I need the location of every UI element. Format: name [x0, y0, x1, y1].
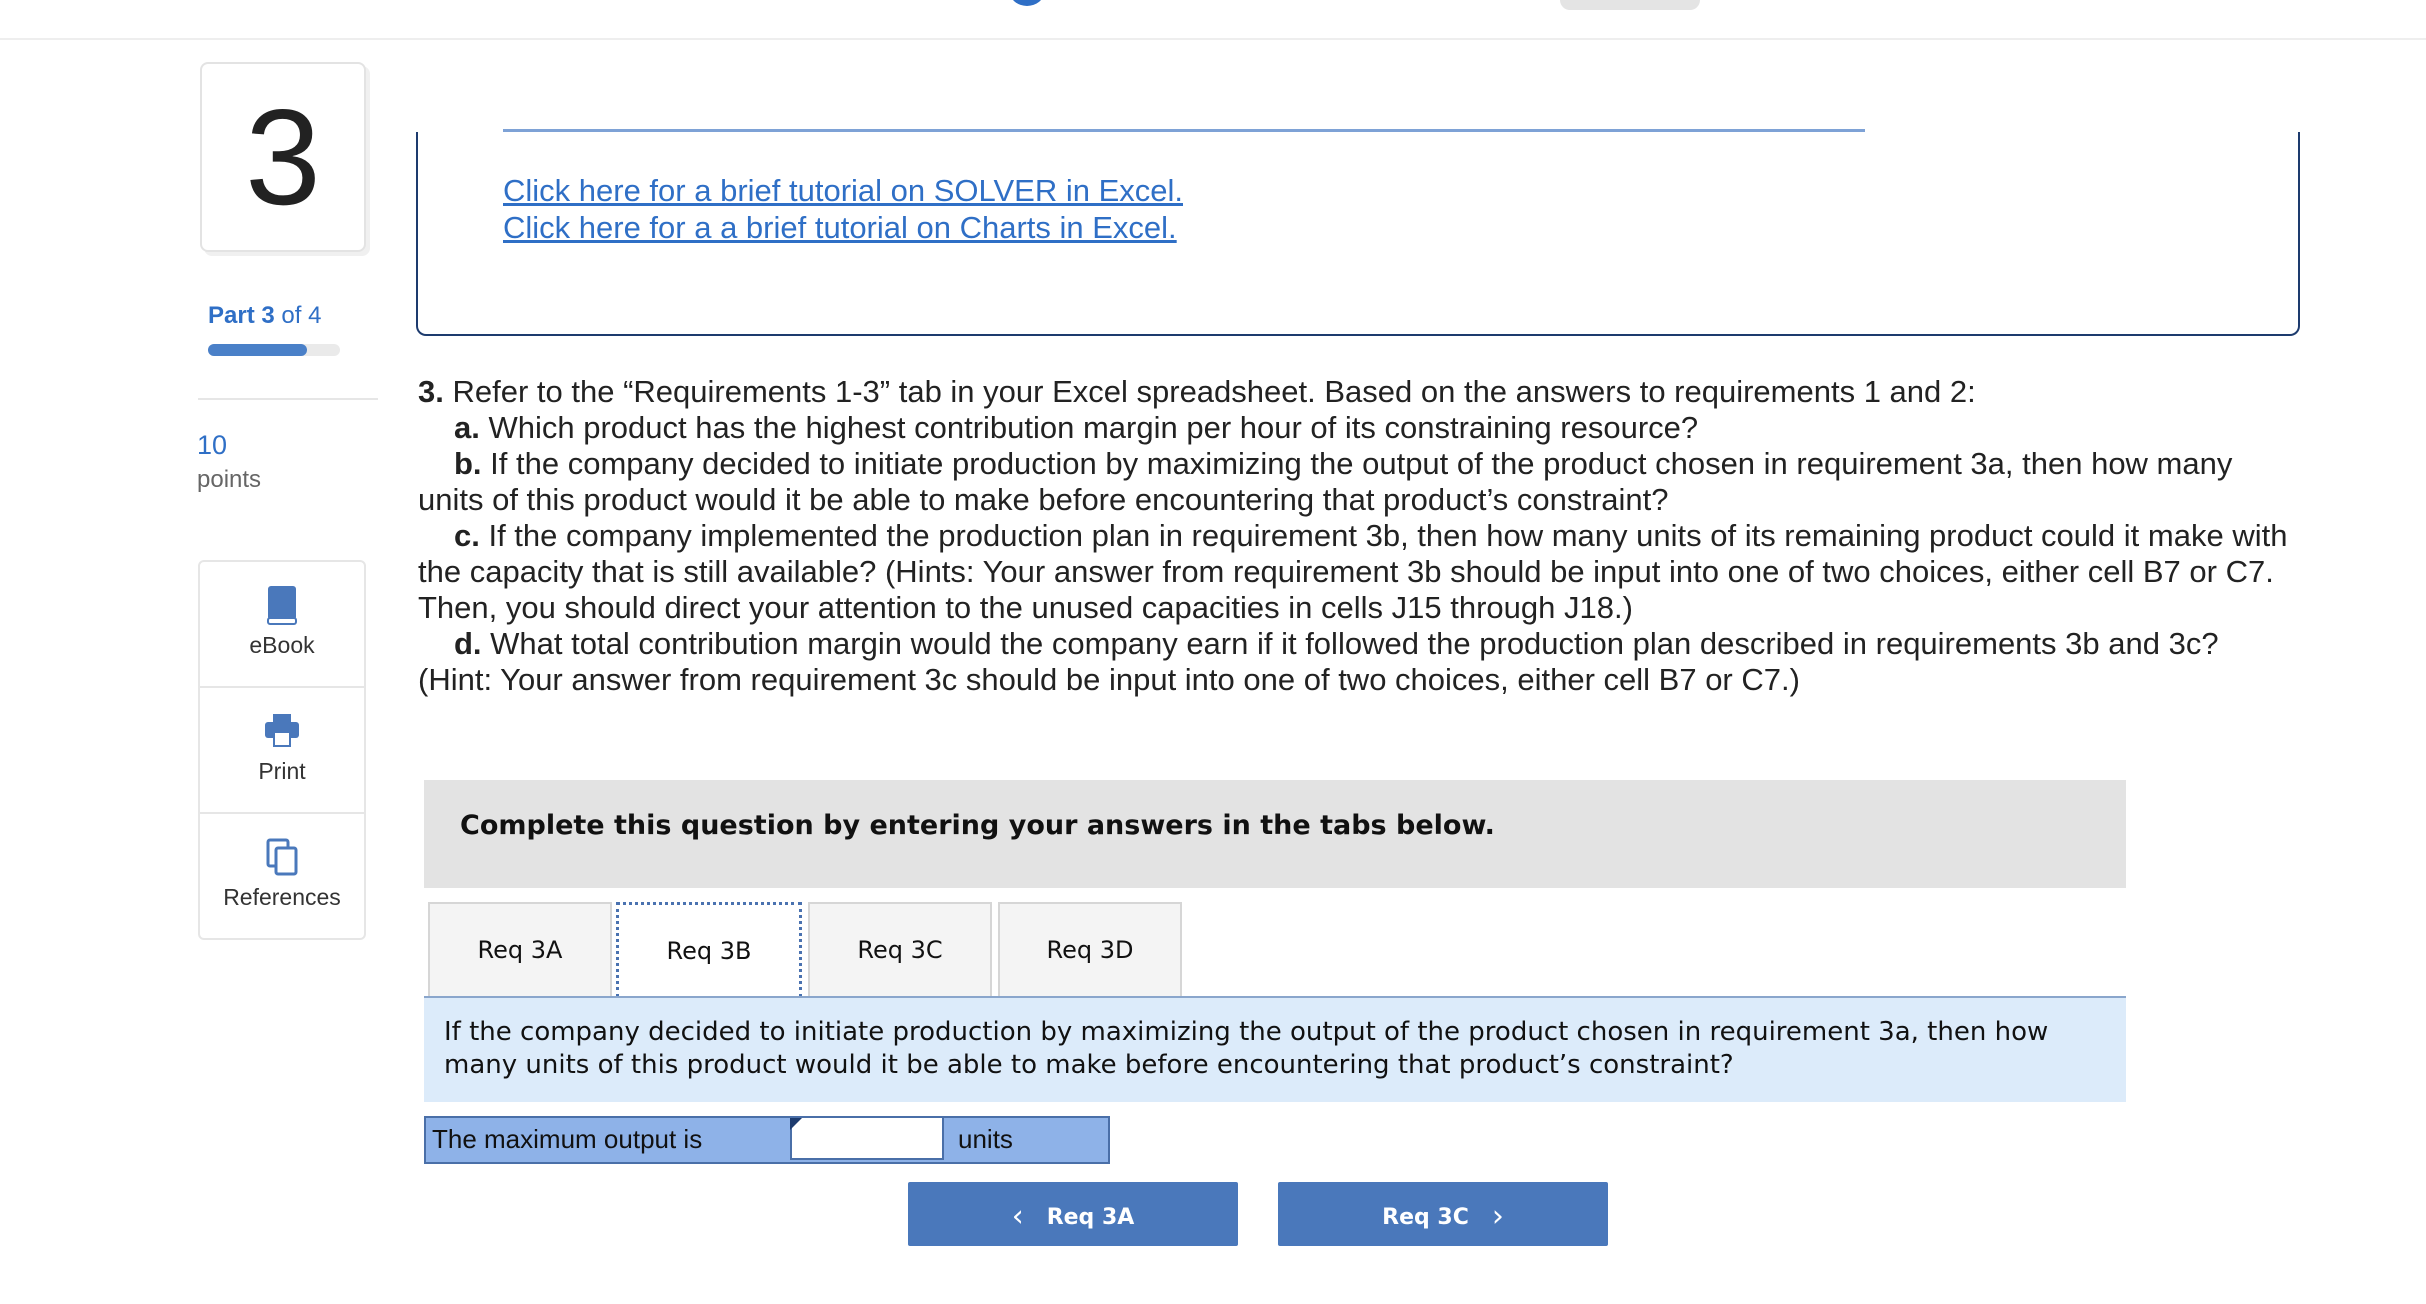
next-req-label: Req 3C: [1382, 1204, 1469, 1230]
book-icon: [262, 584, 302, 628]
question-part-a: [418, 410, 2288, 446]
points-label: points: [197, 466, 262, 493]
chevron-right-icon: ›: [1491, 1198, 1504, 1234]
prev-req-button[interactable]: [908, 1182, 1238, 1246]
question-number: 3: [245, 81, 321, 233]
part-d-text: What total contribution margin would the company earn if it followed the production plan described in requirements 3b and 3c? (Hint: Your answer from requirement 3c should be input into one of two choices, either cell B7 or C7.): [418, 626, 2219, 697]
ebook-button[interactable]: [200, 562, 364, 688]
part-progress-fill: [208, 344, 307, 356]
tab-req-3b[interactable]: Req 3B: [616, 902, 802, 997]
answer-unit: units: [958, 1124, 1013, 1154]
ebook-label: eBook: [249, 632, 315, 658]
cut-off-table-edge: [503, 129, 1865, 132]
prev-req-label: Req 3A: [1046, 1204, 1135, 1230]
part-c-label: c.: [454, 518, 480, 553]
tutorial-links: [503, 172, 1183, 246]
chevron-left-icon: ‹: [1011, 1198, 1024, 1234]
question-num: 3.: [418, 374, 444, 409]
references-label: References: [223, 884, 341, 910]
part-a-label: a.: [454, 410, 480, 445]
next-req-button[interactable]: [1278, 1182, 1608, 1246]
tab-req-3a[interactable]: Req 3A: [428, 902, 612, 996]
part-of: of 4: [281, 302, 322, 329]
question-intro-text: Refer to the “Requirements 1-3” tab in your Excel spreadsheet. Based on the answers to requirements 1 and 2:: [443, 374, 1976, 409]
top-pill: [1560, 0, 1700, 10]
requirement-prompt: [424, 998, 2126, 1102]
print-label: Print: [258, 758, 306, 784]
question-intro: [418, 374, 2288, 410]
question-part-d: [418, 626, 2288, 698]
part-current: 3: [261, 302, 275, 329]
maximum-output-input[interactable]: [790, 1116, 944, 1160]
part-b-text: If the company decided to initiate production by maximizing the output of the product chosen in requirement 3a, then how many units of this product would it be able to make before encountering that product’s constraint?: [418, 446, 2233, 517]
question-part-c: [418, 518, 2288, 626]
print-button[interactable]: [200, 688, 364, 814]
question-part-b: [418, 446, 2288, 518]
part-b-label: b.: [454, 446, 482, 481]
answer-row: [424, 1116, 1110, 1164]
part-label: Part: [208, 302, 255, 329]
points-value: 10: [197, 430, 228, 460]
solver-tutorial-link[interactable]: Click here for a brief tutorial on SOLVER in Excel.: [503, 173, 1183, 208]
answer-label: The maximum output is: [432, 1124, 703, 1154]
copy-icon: [262, 836, 302, 880]
prompt-text: If the company decided to initiate production by maximizing the output of the product chosen in requirement 3a, then how many units of this product would it be able to make before encountering that product’s constraint?: [444, 1017, 2049, 1080]
tools-panel: [198, 560, 366, 940]
part-a-text: Which product has the highest contribution margin per hour of its constraining resource?: [479, 410, 1699, 445]
part-c-text: If the company implemented the production plan in requirement 3b, then how many units of its remaining product could it make with the capacity that is still available? (Hints: Your answer from requirement 3b should be input into one of two choices, either cell B7 or C7. Then, you should direct your attention to the unused capacities in cells J15 through J18.): [418, 518, 2288, 625]
printer-icon: [262, 710, 302, 754]
instructions-banner: [424, 780, 2126, 888]
part-indicator: [208, 302, 321, 330]
status-dot: [1010, 0, 1044, 6]
part-progress-bar: [208, 344, 340, 356]
tab-req-3d[interactable]: Req 3D: [998, 902, 1182, 996]
question-number-card: [200, 62, 366, 252]
input-flag-marker: [790, 1118, 802, 1130]
charts-tutorial-link[interactable]: Click here for a a brief tutorial on Charts in Excel.: [503, 210, 1177, 245]
tab-req-3c[interactable]: Req 3C: [808, 902, 992, 996]
top-bar: [0, 0, 2426, 40]
question-text: [418, 374, 2288, 698]
part-d-label: d.: [454, 626, 482, 661]
sidebar-divider: [198, 398, 378, 400]
references-button[interactable]: [200, 814, 364, 938]
instructions-text: Complete this question by entering your answers in the tabs below.: [460, 810, 1495, 841]
